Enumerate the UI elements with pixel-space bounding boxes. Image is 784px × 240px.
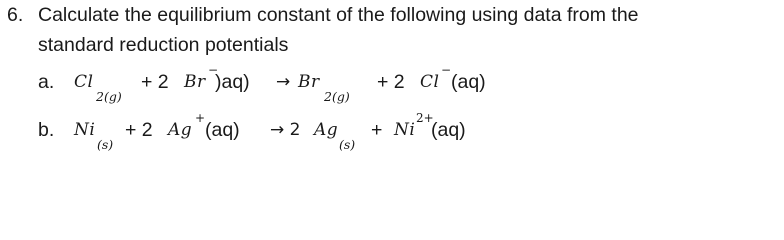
plus-coefficient-1: + 2 — [125, 119, 153, 141]
plus-sign: + — [371, 119, 383, 141]
chloride-symbol: Cl — [420, 72, 440, 92]
question-text-line-2: standard reduction potentials — [38, 34, 289, 56]
part-b-label: b. — [38, 119, 55, 141]
silver-ion-state: (aq) — [205, 119, 240, 141]
question-number: 6. — [7, 4, 24, 26]
bromide-state: )aq) — [215, 71, 250, 93]
reaction-arrow: → — [276, 72, 291, 92]
plus-coefficient-2: + 2 — [377, 71, 405, 93]
silver-symbol: Ag — [314, 120, 339, 140]
part-a-label: a. — [38, 71, 55, 93]
bromine-state: 2(g) — [324, 89, 350, 104]
chlorine-state: 2(g) — [96, 89, 122, 104]
reaction-arrow-coefficient: → 2 — [270, 120, 301, 140]
nickel-ion-charge: 2+ — [416, 111, 434, 125]
bromide-symbol: Br — [184, 72, 206, 92]
chlorine-symbol: Cl — [74, 72, 94, 92]
silver-ion-charge: + — [195, 111, 206, 125]
silver-state: (s) — [339, 137, 356, 152]
nickel-symbol: Ni — [74, 120, 96, 140]
bromide-charge: − — [208, 63, 219, 77]
chloride-state: (aq) — [451, 71, 486, 93]
question-text-line-1: Calculate the equilibrium constant of the following using data from the — [38, 4, 639, 26]
bromine-symbol: Br — [298, 72, 320, 92]
nickel-ion-state: (aq) — [431, 119, 466, 141]
nickel-ion-symbol: Ni — [394, 120, 416, 140]
plus-coefficient-1: + 2 — [141, 71, 169, 93]
nickel-state: (s) — [97, 137, 114, 152]
chloride-charge: − — [441, 63, 452, 77]
silver-ion-symbol: Ag — [168, 120, 193, 140]
